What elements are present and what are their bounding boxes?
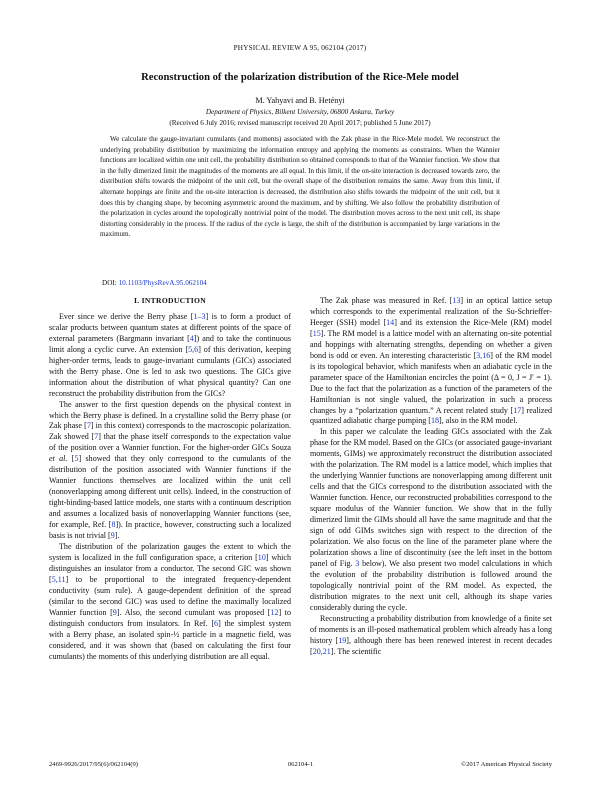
text-run: The answer to the first question depends on the physical context in which the Berry phase is defined. In a crystalline solid the Berry phase (or Zak phase [ (49, 399, 291, 431)
footer-copyright: ©2017 American Physical Society (461, 761, 552, 768)
citation-link[interactable]: 18 (430, 416, 440, 426)
citation-link[interactable]: 14 (386, 317, 395, 327)
text-run: ]). In practice, however, constructing such a localized basis is not trivial [ (49, 520, 291, 541)
citation-link[interactable]: 3,16 (476, 350, 491, 360)
citation-link[interactable]: 10 (257, 552, 266, 562)
text-run: The distribution of the polarization gauges the extent to which the system is localized in the full configuration space, a criterion [ (49, 541, 291, 562)
doi-line (102, 279, 207, 287)
citation-link[interactable]: 13 (452, 296, 461, 305)
text-run: ]. (114, 531, 120, 541)
paper-title: Reconstruction of the polarization distribution of the Rice-Mele model (141, 72, 459, 83)
citation-link[interactable]: 20,21 (312, 646, 331, 656)
citation-link[interactable]: 15 (312, 328, 321, 338)
doi-label: DOI: (102, 279, 117, 287)
footer-page-number: 062104-1 (287, 761, 314, 768)
text-run: ] of the RM model is its topological behavior, which manifests when an adiabatic cycle in the parameter space of the Hamiltonian encircles the point (Δ = 0, J = J′ = 1). Due to the fact that the polarization as a function of the parameters of the Hamiltonian is not single valued, the polarization in such a process changes by a “polarization quantum.” A recent related study [ (310, 350, 552, 415)
citation-link[interactable]: 7 (86, 421, 91, 431)
text-run: ] realized quantized adiabatic charge pumping [ (310, 405, 552, 426)
citation-link[interactable]: 1–3 (193, 311, 206, 321)
text-run: The Zak phase was measured in Ref. [ (320, 296, 453, 305)
paper-affiliation: Department of Physics, Bilkent University, 06800 Ankara, Turkey (205, 108, 395, 116)
citation-link[interactable]: 5,11 (51, 574, 66, 584)
left-column (49, 296, 291, 662)
footer-issn: 2469-9926/2017/95(6)/062104(9) (49, 761, 139, 768)
text-run: below). We also present two model calculations in which the evolution of the probability distribution is followed around the topologically nontrivial point of the RM model. As expected, the distribution migrates to the next unit cell, although its shape varies considerably during the cycle. (310, 558, 552, 612)
citation-link[interactable]: 5 (74, 454, 79, 464)
page-footer (49, 761, 552, 771)
citation-link[interactable]: 9 (112, 607, 117, 617)
paragraph (49, 542, 291, 662)
journal-header: PHYSICAL REVIEW A 95, 062104 (2017) (233, 44, 367, 52)
text-run: ] and its extension the Rice-Mele (RM) model [ (310, 317, 553, 338)
citation-link[interactable]: 9 (110, 531, 115, 541)
citation-link[interactable]: 6 (214, 618, 219, 628)
text-run: ] the simplest system with a Berry phase, an isolated spin-½ particle in a magnetic field, was considered, and it was shown that (based on calculating the first four cumulants) the moments of this underlying distribution are all equal. (49, 618, 291, 661)
paragraph (310, 614, 552, 658)
citation-link[interactable]: 3 (355, 558, 360, 568)
text-run: ] in this context) corresponds to the macroscopic polarization. Zak showed [ (49, 421, 291, 442)
text-run: ] of this derivation, keeping higher-order terms, leads to gauge-invariant cumulants (GICs) associated with the Berry phase. One is led to ask two questions. The GICs give information about the distribution of what physical quantity? Can one reconstruct the probability distribution from the GICs? (49, 344, 291, 398)
left-column-body (49, 312, 291, 663)
text-run: ] to be proportional to the integrated frequency-dependent conductivity (sum rule). A gauge-dependent definition of the spread (similar to the second GIC) was used to define the maximally localized Wannier function [ (49, 574, 291, 617)
italic-text: et al. (49, 454, 68, 464)
text-run: In this paper we calculate the leading GICs associated with the Zak phase for the RM model. Based on the GICs (or associated gauge-invariant moments, GIMs) we approximately reconstruct the distribution associated with the polarization. The RM model is a lattice model, which implies that the underlying Wannier functions are nonoverlapping among different unit cells and that the GICs correspond to the distribution associated with the Wannier function. Hence, our reconstructed probabilities correspond to the square modulus of the Wannier function. We show that in the fully dimerized limit the GIMs should all have the same magnitude and that the sign of odd GIMs switches sign with respect to the direction of the polarization. We also focus on the line of the parameter plane where the polarization shows a line of discontinuity (see the left inset in the bottom panel of Fig. (310, 427, 552, 568)
citation-link[interactable]: 4 (189, 333, 194, 343)
text-run: [ (67, 454, 75, 464)
abstract: We calculate the gauge-invariant cumulants (and moments) associated with the Zak phase in the Rice-Mele model. We reconstruct the underlying probability distribution by maximizing the information entropy and applying the moments as constraints. When the Wannier functions are localized within one unit cell, the probability distribution so obtained corresponds to that of the Wannier function. We show that in the fully dimerized limit the magnitudes of the moments are all equal. In this limit, if the on-site interaction is decreased towards zero, the distribution shifts towards the midpoint of the unit cell, but the overall shape of the distribution remains the same. Away from this limit, if alternate hoppings are finite and the on-site interaction is decreased, the distribution also shifts towards the midpoint of the unit cell, but it does this by changing shape, by becoming asymmetric around the maximum, and by shifting. We also follow the probability distribution of the polarization in cycles around the topologically nontrivial point of the model. The distribution moves across to the next unit cell, its shape distorting considerably in the process. If the radius of the cycle is large, the shift of the distribution is accompanied by large variations in the maximum. (100, 135, 500, 239)
paragraph (49, 400, 291, 542)
section-heading-introduction: I. INTRODUCTION (133, 296, 206, 305)
citation-link[interactable]: 5,6 (188, 344, 199, 354)
right-column (310, 296, 552, 657)
text-run: ] is to form a product of scalar products between quantum states at different points of the space of external parameters (Bargmann invariant [ (49, 311, 292, 343)
text-run: ]. Also, the second cumulant was proposed [ (116, 607, 271, 617)
citation-link[interactable]: 17 (513, 405, 522, 415)
text-run: ]. The RM model is a lattice model with an alternating on-site potential and hoppings with alternating strengths, depending on whether a given bond is odd or even. An interesting characteristic [ (310, 328, 552, 360)
paragraph (49, 312, 291, 400)
text-run: ] to distinguish conductors from insulators. In Ref. [ (49, 607, 292, 628)
text-run: ] which distinguishes an insulator from a conductor. The second GIC was shown [ (49, 552, 291, 584)
text-run: ] that the phase itself corresponds to the expectation value of the position over a Wannier function. For the higher-order GICs Souza (49, 432, 291, 453)
text-run: ] showed that they only correspond to the cumulants of the distribution of the position associated with Wannier functions if the Wannier functions themselves are localized within the unit cell (nonoverlapping among different unit cells). Indeed, in the construction of tight-binding-based lattice models, one starts with a continuum description and assumes a localized basis of nonoverlapping Wannier functions (see, for example, Ref. [ (49, 454, 291, 530)
text-run: ] in an optical lattice setup which corresponds to the experimental realization of the Su-Schrieffer-Heeger (SSH) model [ (310, 296, 552, 327)
citation-link[interactable]: 8 (111, 520, 116, 530)
paragraph (310, 296, 552, 427)
text-run: ], although there has been renewed interest in recent decades [ (310, 635, 552, 656)
right-column-body (310, 296, 552, 657)
paper-dates: (Received 6 July 2016; revised manuscript received 20 April 2017; published 5 June 2017) (169, 119, 431, 127)
citation-link[interactable]: 12 (270, 607, 279, 617)
text-run: ]. The scientific (330, 646, 382, 656)
paragraph (310, 427, 552, 613)
paper-authors: M. Yahyavi and B. Hetényi (255, 96, 345, 105)
doi-link[interactable]: 10.1103/PhysRevA.95.062104 (118, 279, 207, 287)
text-run: ]) and to take the continuous limit along a cyclic curve. An extension [ (49, 333, 291, 354)
text-run: Ever since we derive the Berry phase [ (59, 311, 194, 321)
text-run: Reconstructing a probability distribution from knowledge of a finite set of moments is an ill-posed mathematical problem which already has a long history [ (310, 613, 552, 645)
citation-link[interactable]: 7 (94, 432, 99, 442)
citation-link[interactable]: 19 (338, 635, 347, 645)
text-run: ], also in the RM model. (439, 416, 518, 426)
